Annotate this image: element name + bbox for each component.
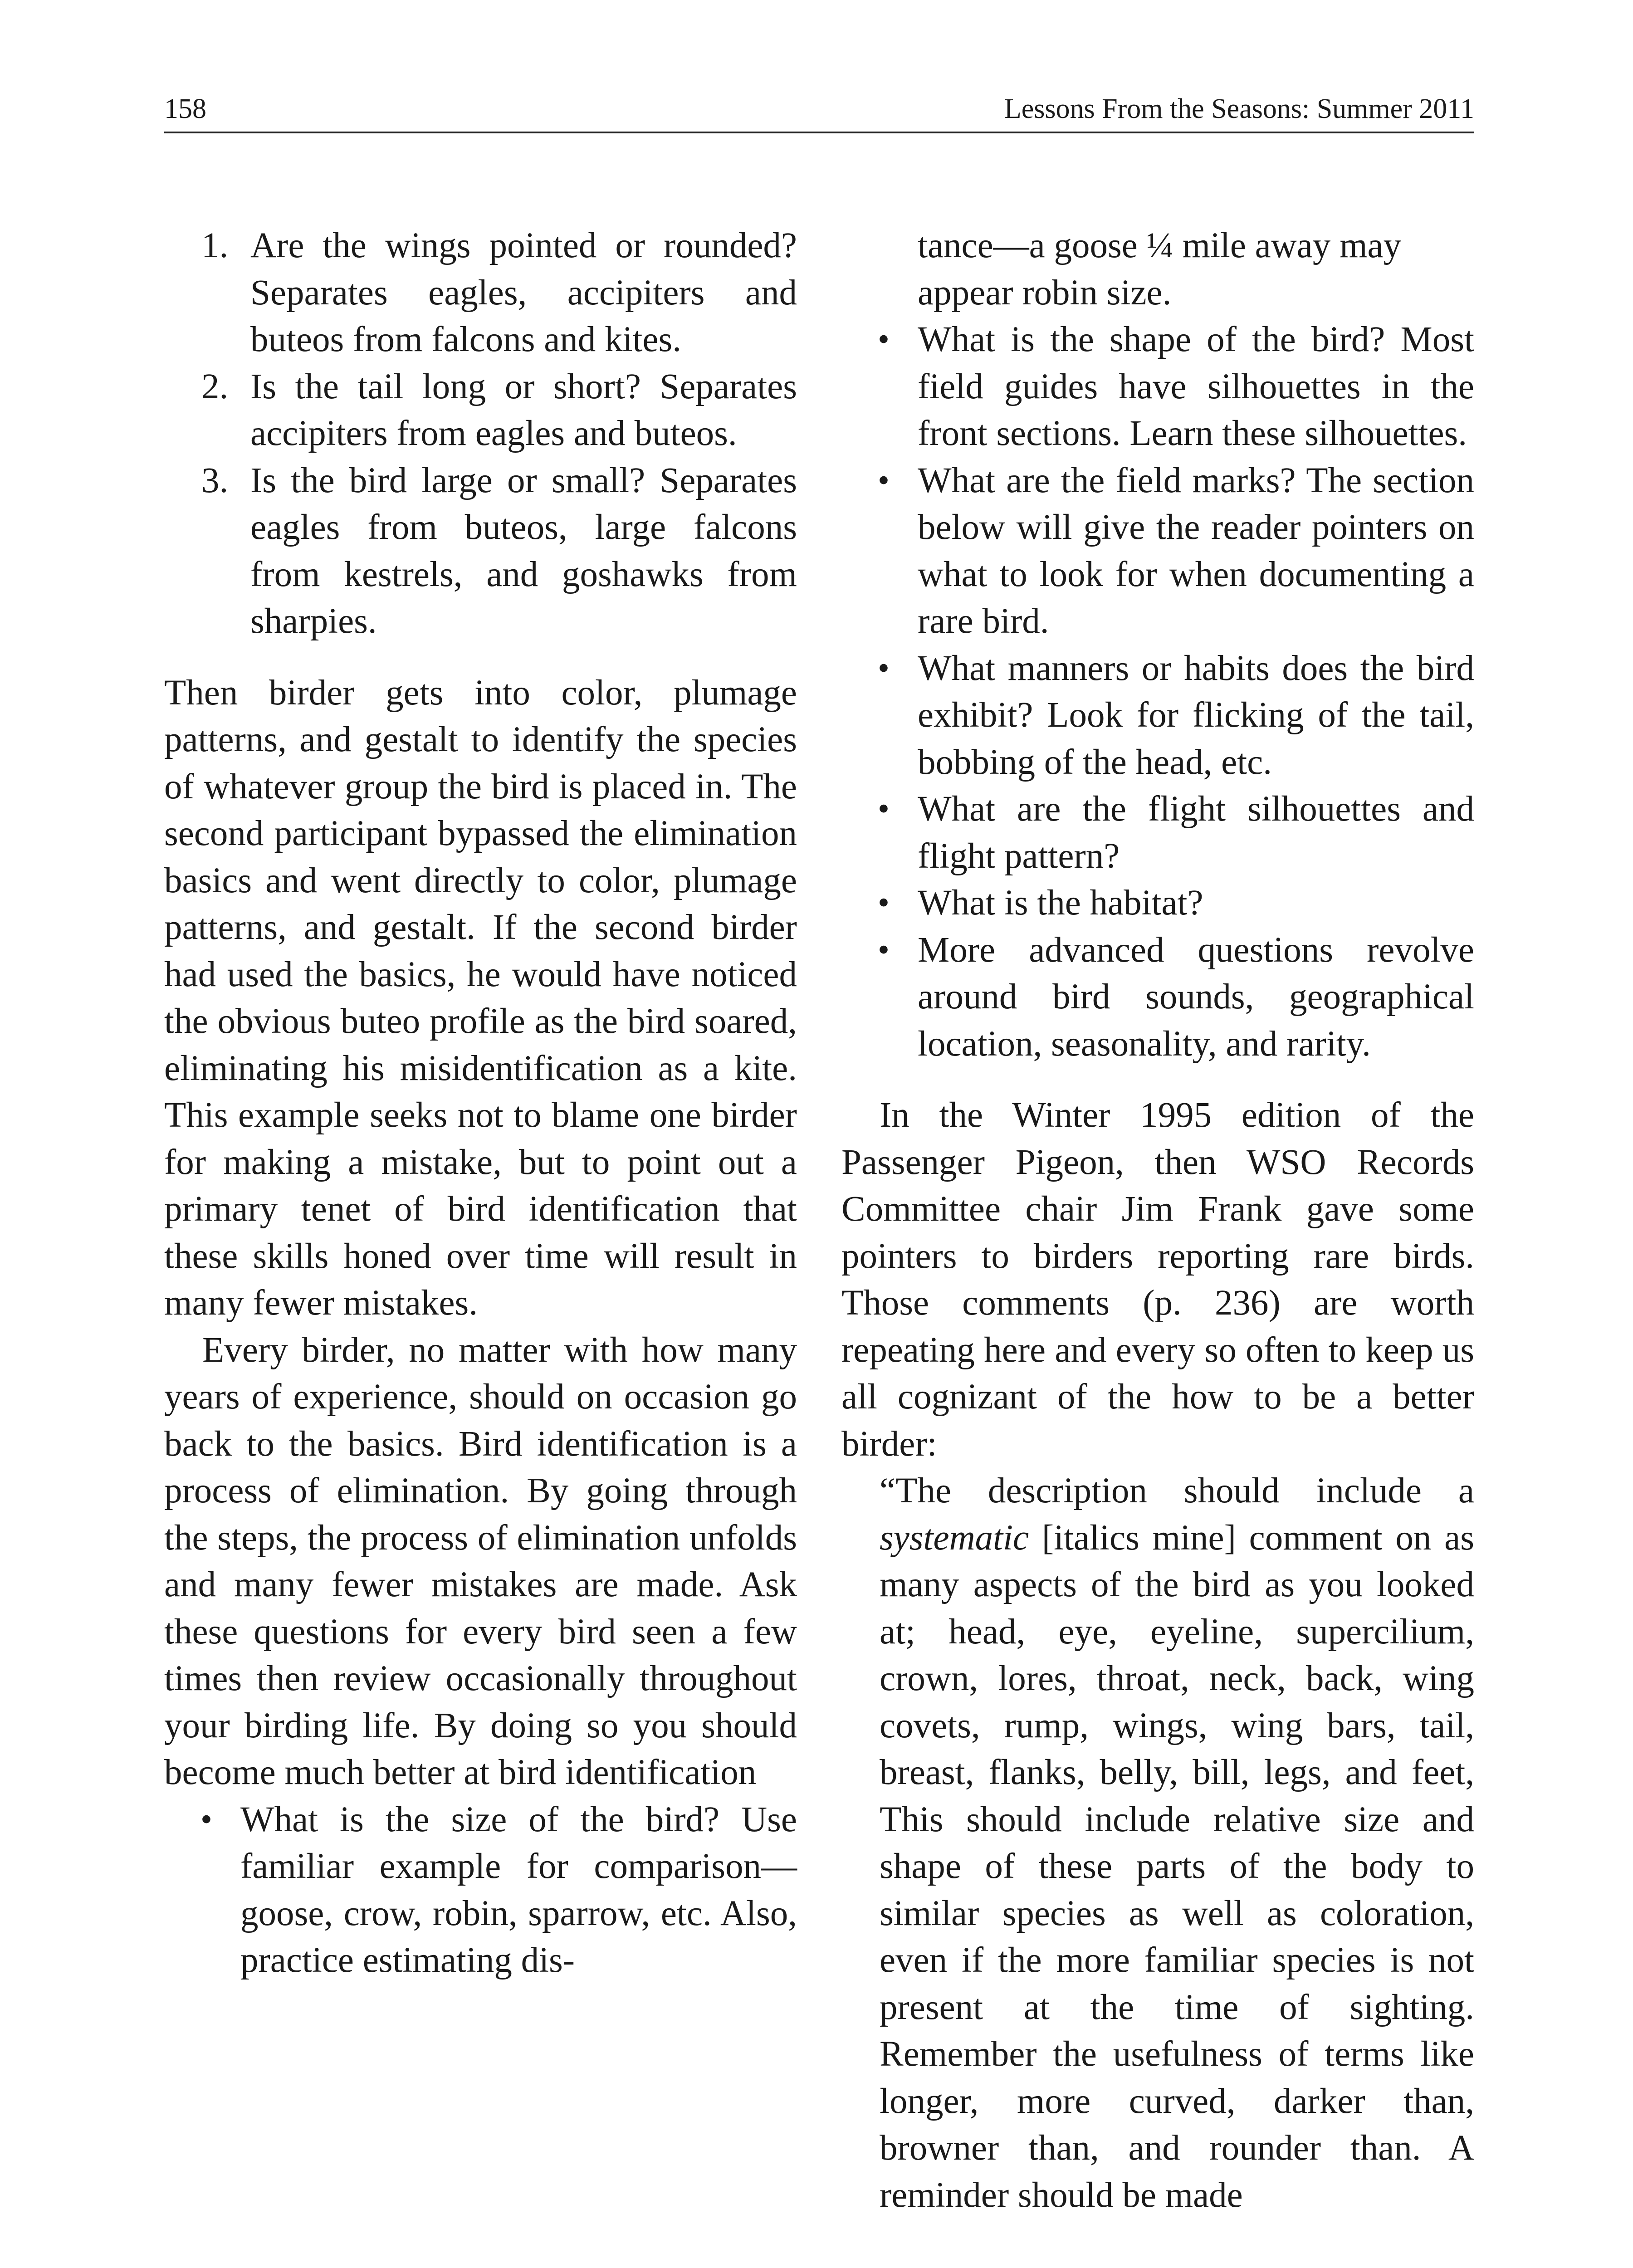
bullet-icon: • xyxy=(200,1800,212,1838)
bullet-list xyxy=(841,316,1474,1067)
bullet-item xyxy=(878,927,1474,1068)
left-column xyxy=(164,222,797,1984)
bullet-item xyxy=(878,880,1474,927)
bullet-item xyxy=(878,316,1474,457)
list-text: Are the wings pointed or rounded? Separates eagles, accipiters and buteos from falcons and kites. xyxy=(250,226,797,359)
bullet-item xyxy=(878,457,1474,645)
bullet-text: What is the shape of the bird? Most field guides have silhouettes in the front sections. Learn these silhouettes. xyxy=(918,320,1474,453)
right-column xyxy=(841,222,1474,2219)
bullet-text: What manners or habits does the bird exhibit? Look for flicking of the tail, bobbing of the head, etc. xyxy=(918,648,1474,782)
bullet-text: What are the field marks? The section below will give the reader pointers on what to look for when documenting a rare bird. xyxy=(918,460,1474,641)
page-number: 158 xyxy=(164,93,206,124)
numbered-list xyxy=(164,222,797,645)
list-item xyxy=(201,363,797,457)
bullet-text: What are the flight silhouettes and flight pattern? xyxy=(918,789,1474,876)
quote-text: [italics mine] comment on as many aspects of the bird as you looked at; head, eye, eyeline, supercilium, crown, lores, throat, neck, back, wing covets, rump, wings, wing bars, tail, breast, flanks, belly, bill, legs, and feet, This should include relative size and shape of these parts of the body to similar species as well as coloration, even if the more familiar species is not present at the time of sighting. Remember the usefulness of terms like longer, more curved, darker than, browner than, and rounder than. A reminder should be made xyxy=(880,1518,1474,2215)
bullet-icon: • xyxy=(878,321,890,358)
quote-text: “The description should include a xyxy=(880,1471,1474,1510)
list-item xyxy=(201,222,797,363)
paragraph: Then birder gets into color, plumage patterns, and gestalt to identify the species of whatever group the bird is placed in. The second participant bypassed the elimination basics and went directly to color, plumage patterns, and gestalt. If the second birder had used the basics, he would have noticed the obvious buteo profile as the bird soared, eliminating his misidentification as a kite. This example seeks not to blame one birder for making a mistake, but to point out a primary tenet of bird identification that these skills honed over time will result in many fewer mistakes. xyxy=(164,673,797,1323)
bullet-icon: • xyxy=(878,884,890,921)
bullet-icon: • xyxy=(878,931,890,968)
journal-title: Lessons From the Seasons: Summer 2011 xyxy=(1004,93,1474,124)
bullet-icon: • xyxy=(878,461,890,499)
paragraph: In the Winter 1995 edition of the Passenger Pigeon, then WSO Records Committee chair Jim Frank gave some pointers to birders reporting rare birds. Those comments (p. 236) are worth repeating here and every so often to keep us all cognizant of the how to be a better birder: xyxy=(841,1095,1474,1464)
list-item xyxy=(201,457,797,645)
bullet-item xyxy=(878,645,1474,786)
bullet-item xyxy=(878,786,1474,880)
list-text: Is the tail long or short? Separates accipiters from eagles and buteos. xyxy=(250,367,797,453)
bullet-item xyxy=(200,1796,797,1984)
quotation xyxy=(841,1467,1474,2219)
list-number: 1. xyxy=(201,226,229,265)
bullet-continuation: tance—a goose ¼ mile away may appear robin size. xyxy=(918,226,1402,313)
bullet-text: What is the size of the bird? Use familiar example for comparison—goose, crow, robin, sparrow, etc. Also, practice estimating dis- xyxy=(240,1799,797,1980)
bullet-icon: • xyxy=(878,649,890,687)
bullet-text: What is the habitat? xyxy=(918,883,1203,923)
bullet-list xyxy=(164,1796,797,1984)
running-head xyxy=(164,86,1474,133)
bullet-text: More advanced questions revolve around bird sounds, geographical location, seasonality, and rarity. xyxy=(918,930,1474,1064)
list-number: 2. xyxy=(201,367,229,406)
list-number: 3. xyxy=(201,460,229,500)
quote-italic: systematic xyxy=(880,1518,1029,1558)
list-text: Is the bird large or small? Separates eagles from buteos, large falcons from kestrels, and goshawks from sharpies. xyxy=(250,460,797,641)
bullet-icon: • xyxy=(878,790,890,827)
paragraph: Every birder, no matter with how many years of experience, should on occasion go back to the basics. Bird identification is a process of elimination. By going through the steps, the process of elimination unfolds and many fewer mistakes are made. Ask these questions for every bird seen a few times then review occasionally throughout your birding life. By doing so you should become much better at bird identification xyxy=(164,1330,797,1792)
